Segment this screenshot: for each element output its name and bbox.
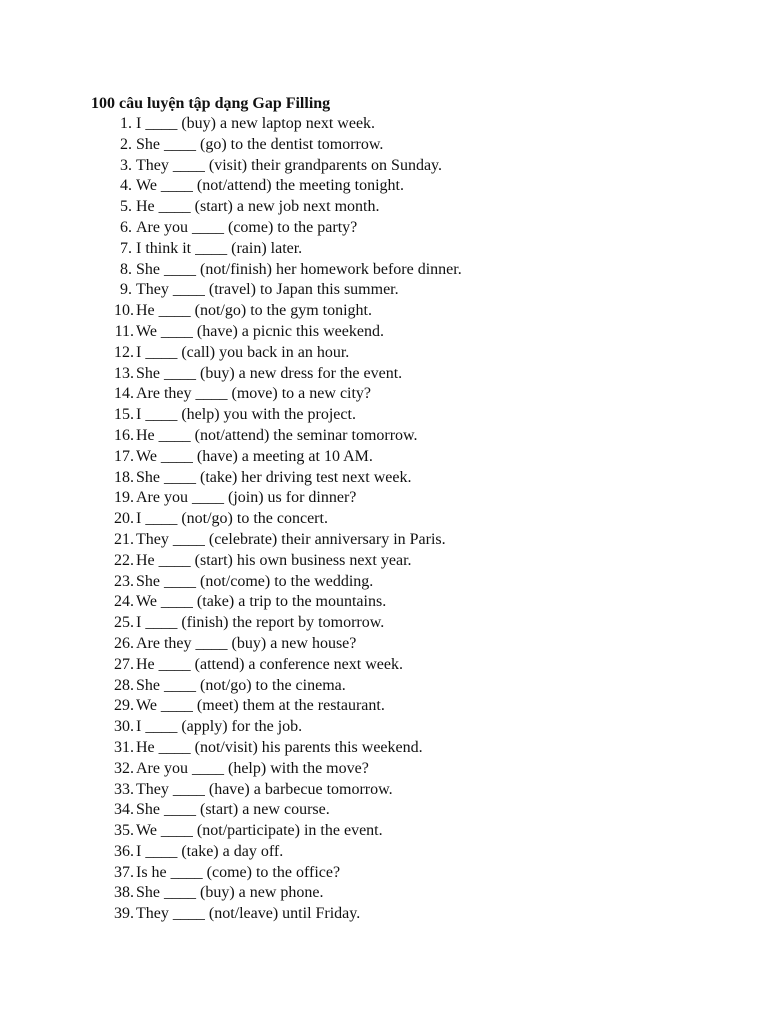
- item-text: Are you ____ (come) to the party?: [136, 218, 358, 236]
- item-text: She ____ (buy) a new phone.: [136, 884, 324, 902]
- item-number: 27.: [114, 655, 134, 673]
- item-number: 7.: [120, 239, 132, 257]
- item-text: They ____ (visit) their grandparents on Sunday.: [136, 156, 443, 174]
- item-text: We ____ (not/attend) the meeting tonight.: [136, 177, 404, 195]
- item-number: 13.: [114, 364, 134, 382]
- item-text: Are they ____ (buy) a new house?: [136, 634, 357, 652]
- item-number: 36.: [114, 842, 134, 860]
- item-number: 32.: [114, 759, 134, 777]
- item-number: 6.: [120, 218, 132, 236]
- item-text: He ____ (not/go) to the gym tonight.: [136, 302, 372, 320]
- item-number: 12.: [114, 343, 134, 361]
- item-text: They ____ (have) a barbecue tomorrow.: [136, 780, 393, 798]
- item-text: I ____ (not/go) to the concert.: [136, 510, 328, 528]
- item-text: She ____ (not/go) to the cinema.: [136, 676, 346, 694]
- item-number: 31.: [114, 738, 134, 756]
- item-text: She ____ (not/finish) her homework before dinner.: [136, 260, 462, 278]
- item-text: He ____ (not/attend) the seminar tomorrow.: [136, 426, 418, 444]
- item-text: Are you ____ (help) with the move?: [136, 759, 369, 777]
- item-text: I ____ (buy) a new laptop next week.: [136, 115, 376, 132]
- item-number: 2.: [120, 135, 132, 153]
- item-number: 29.: [114, 697, 134, 715]
- item-text: I ____ (call) you back in an hour.: [136, 343, 350, 361]
- item-number: 8.: [120, 260, 132, 278]
- item-text: I ____ (apply) for the job.: [136, 718, 303, 736]
- item-text: He ____ (start) a new job next month.: [136, 198, 380, 216]
- item-number: 19.: [114, 489, 134, 507]
- item-number: 24.: [114, 593, 134, 611]
- item-text: I think it ____ (rain) later.: [136, 239, 303, 257]
- item-number: 20.: [114, 510, 134, 528]
- item-text: She ____ (start) a new course.: [136, 801, 330, 819]
- item-number: 17.: [114, 447, 134, 465]
- item-text: She ____ (buy) a new dress for the event.: [136, 364, 403, 382]
- item-number: 9.: [120, 281, 132, 299]
- item-text: She ____ (go) to the dentist tomorrow.: [136, 135, 384, 153]
- item-number: 14.: [114, 385, 134, 403]
- item-number: 16.: [114, 426, 134, 444]
- item-text: I ____ (help) you with the project.: [136, 406, 356, 424]
- item-text: He ____ (start) his own business next year.: [136, 551, 412, 569]
- item-number: 1.: [120, 115, 132, 132]
- item-number: 25.: [114, 614, 134, 632]
- item-number: 15.: [114, 406, 134, 424]
- item-number: 38.: [114, 884, 134, 902]
- item-text: She ____ (not/come) to the wedding.: [136, 572, 374, 590]
- item-number: 18.: [114, 468, 134, 486]
- item-text: They ____ (travel) to Japan this summer.: [136, 281, 399, 299]
- item-number: 37.: [114, 863, 134, 881]
- item-text: He ____ (attend) a conference next week.: [136, 655, 403, 673]
- item-number: 4.: [120, 177, 132, 195]
- item-number: 39.: [114, 905, 134, 923]
- item-text: We ____ (have) a meeting at 10 AM.: [136, 447, 373, 465]
- item-number: 30.: [114, 718, 134, 736]
- item-text: We ____ (meet) them at the restaurant.: [136, 697, 385, 715]
- item-number: 11.: [114, 322, 134, 340]
- item-text: We ____ (have) a picnic this weekend.: [136, 322, 384, 340]
- item-number: 3.: [120, 156, 132, 174]
- item-number: 23.: [114, 572, 134, 590]
- item-text: He ____ (not/visit) his parents this weekend.: [136, 738, 423, 756]
- item-number: 35.: [114, 822, 134, 840]
- item-text: Is he ____ (come) to the office?: [136, 863, 341, 881]
- item-number: 33.: [114, 780, 134, 798]
- item-text: We ____ (take) a trip to the mountains.: [136, 593, 387, 611]
- item-text: I ____ (take) a day off.: [136, 842, 284, 860]
- item-number: 21.: [114, 530, 134, 548]
- item-text: Are you ____ (join) us for dinner?: [136, 489, 357, 507]
- item-text: She ____ (take) her driving test next week.: [136, 468, 412, 486]
- item-number: 26.: [114, 634, 134, 652]
- item-text: We ____ (not/participate) in the event.: [136, 822, 383, 840]
- item-text: They ____ (not/leave) until Friday.: [136, 905, 361, 923]
- item-number: 28.: [114, 676, 134, 694]
- item-text: They ____ (celebrate) their anniversary in Paris.: [136, 530, 446, 548]
- item-text: Are they ____ (move) to a new city?: [136, 385, 372, 403]
- item-number: 22.: [114, 551, 134, 569]
- document-title: 100 câu luyện tập dạng Gap Filling: [91, 95, 331, 112]
- item-number: 5.: [120, 198, 132, 216]
- item-text: I ____ (finish) the report by tomorrow.: [136, 614, 385, 632]
- item-number: 34.: [114, 801, 134, 819]
- item-number: 10.: [114, 302, 134, 320]
